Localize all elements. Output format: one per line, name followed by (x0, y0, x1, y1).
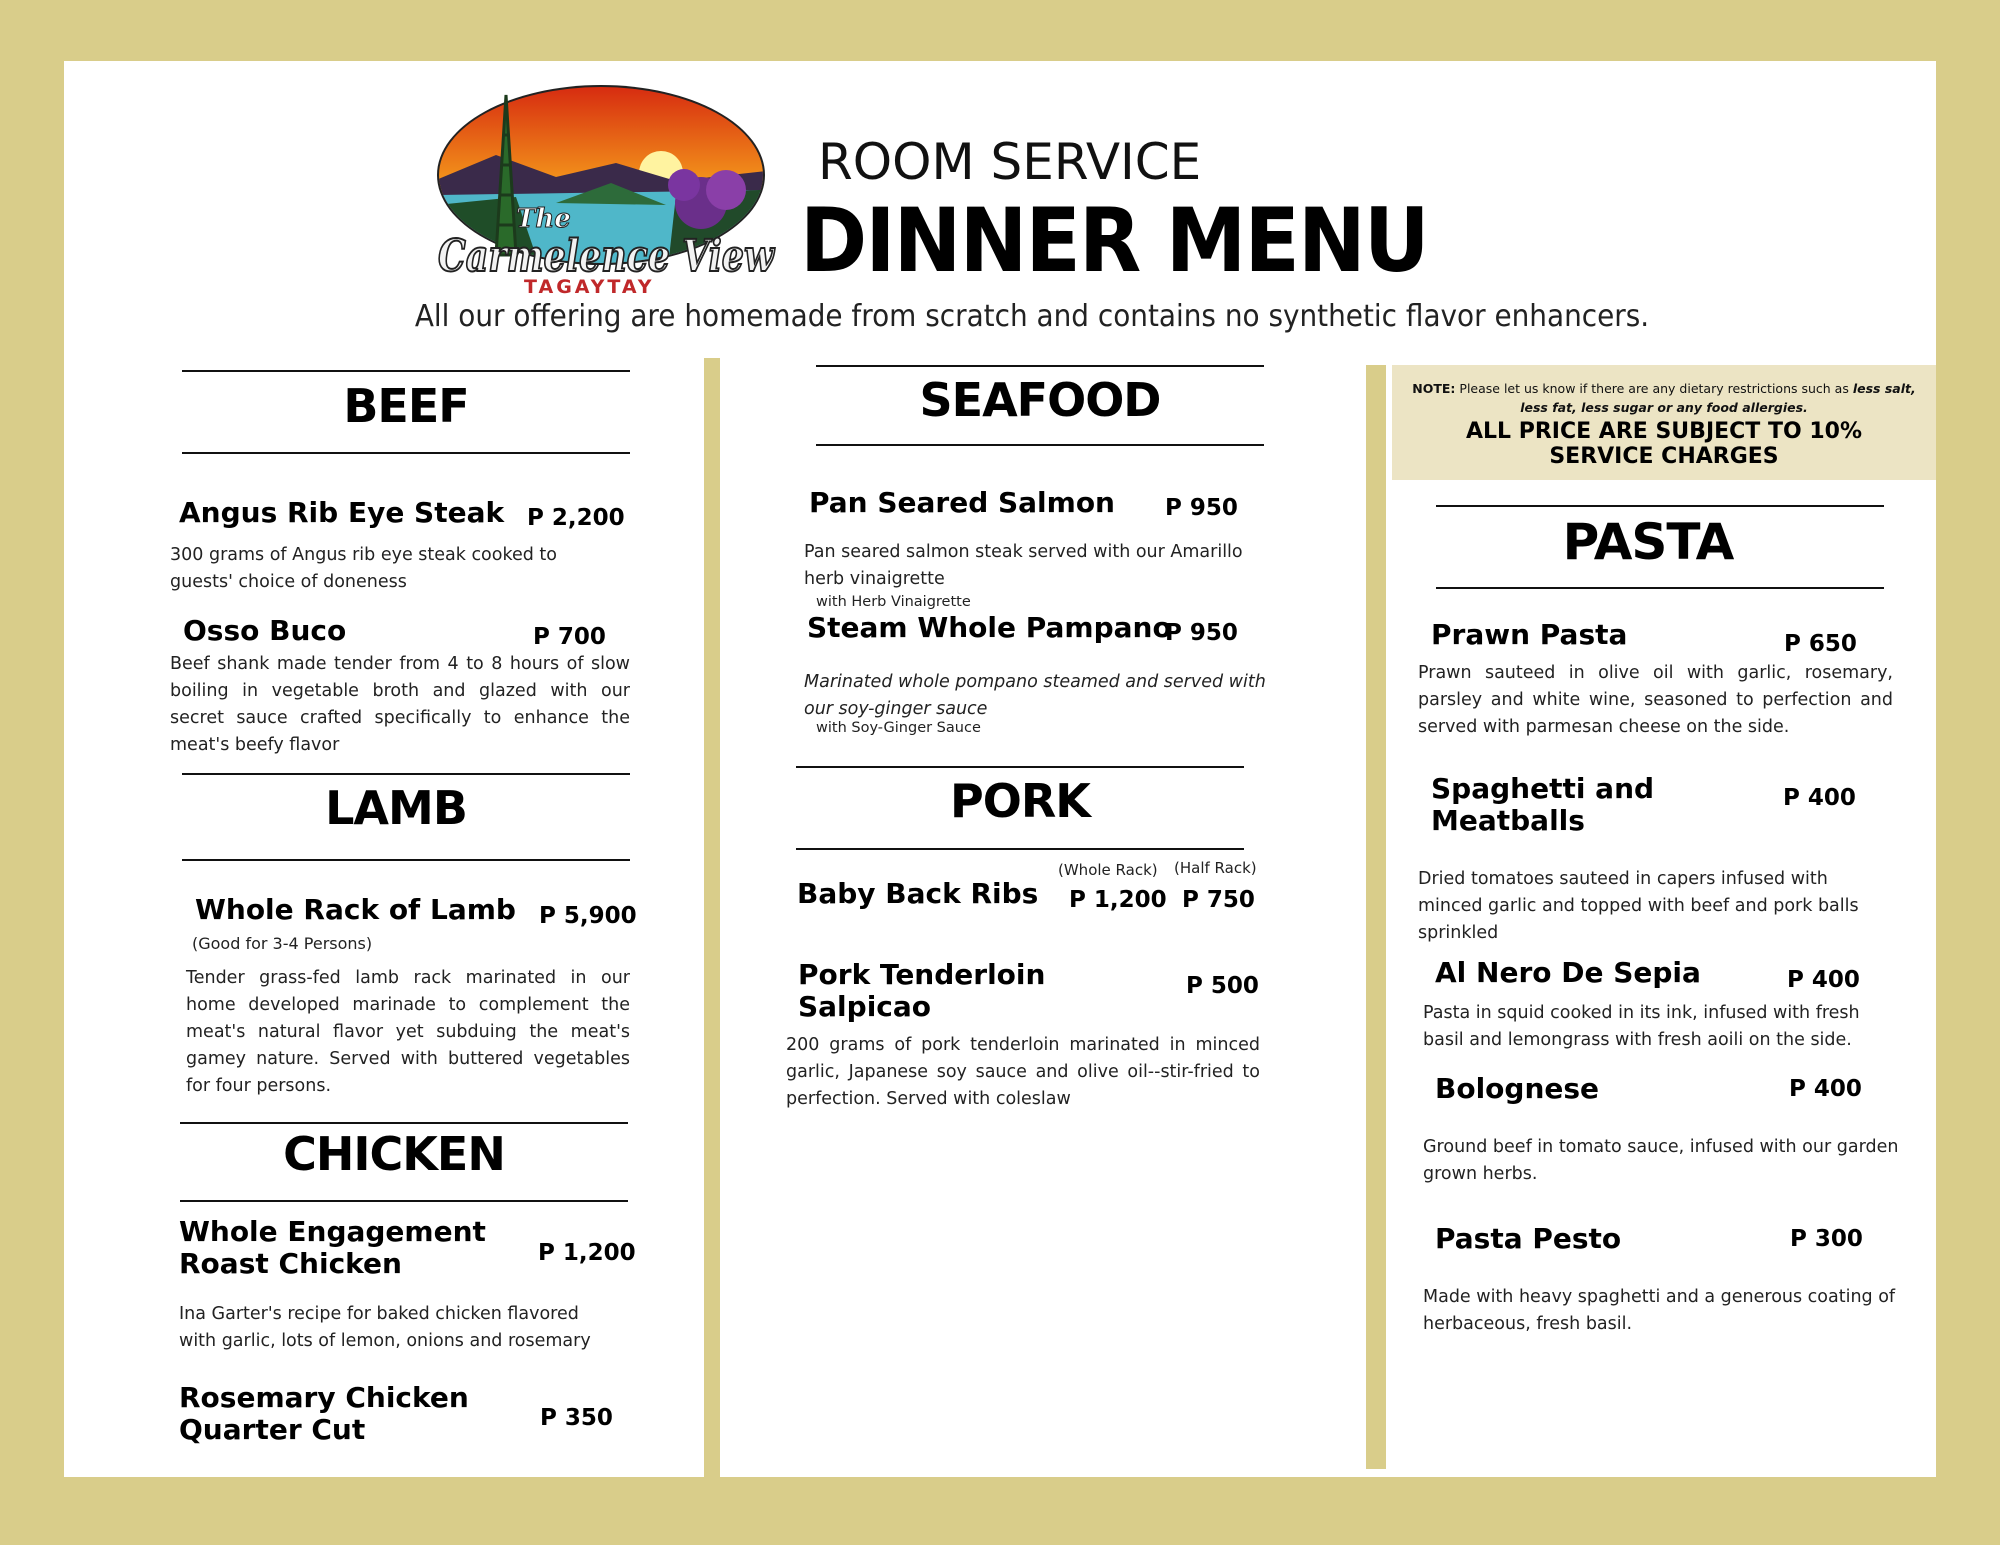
item-name: Steam Whole Pampano (807, 611, 1172, 644)
seafood-rule-bottom (816, 444, 1264, 446)
item-description: Pasta in squid cooked in its ink, infused with fresh basil and lemongrass with fresh aoili on the side. (1423, 1003, 1860, 1050)
item-description: Ground beef in tomato sauce, infused with our garden grown herbs. (1423, 1137, 1899, 1184)
chicken-rule-top (180, 1122, 628, 1124)
item-name (798, 959, 1045, 1023)
tagline: All our offering are homemade from scratch and contains no synthetic flavor enhancers. (414, 299, 1650, 334)
item-name: Baby Back Ribs (797, 877, 1039, 910)
service-charge-notice: ALL PRICE ARE SUBJECT TO 10% SERVICE CHARGES (1466, 419, 1862, 469)
item-name (179, 1382, 469, 1446)
item-description: Ina Garter's recipe for baked chicken flavored with garlic, lots of lemon, onions and rosemary (179, 1304, 591, 1351)
item-name-line: Rosemary Chicken (179, 1381, 469, 1414)
item-description: 200 grams of pork tenderloin marinated in minced garlic, Japanese soy sauce and olive oil--stir-fried to perfection. Served with coleslaw (786, 1035, 1260, 1109)
item-name: Angus Rib Eye Steak (179, 496, 505, 529)
item-price: P 300 (1790, 1226, 1863, 1252)
pasta-rule-bottom (1436, 587, 1884, 589)
price-label-whole-rack: (Whole Rack) (1058, 861, 1158, 879)
item-name-line: Spaghetti and (1431, 772, 1655, 805)
room-service-heading: ROOM SERVICE (818, 133, 1202, 191)
beef-rule-bottom (182, 452, 630, 454)
pasta-rule-top (1436, 505, 1884, 507)
item-price: P 400 (1783, 785, 1856, 811)
logo-landscape-icon (436, 85, 776, 298)
item-name: Pan Seared Salmon (809, 486, 1115, 519)
note-emphasis: less salt, (1852, 381, 1916, 396)
dinner-menu-heading: DINNER MENU (800, 189, 1428, 292)
item-description: Pan seared salmon steak served with our Amarillo herb vinaigrette (804, 542, 1243, 589)
pork-rule-bottom (796, 848, 1244, 850)
item-name: Bolognese (1435, 1072, 1600, 1105)
svg-text:TAGAYTAY: TAGAYTAY (524, 276, 655, 298)
item-description: Beef shank made tender from 4 to 8 hours of slow boiling in vegetable broth and glazed with our secret sauce crafted specifically to enhance the meat's beefy flavor (170, 654, 630, 755)
item-name-line: Pork Tenderloin (798, 958, 1046, 991)
item-name (179, 1216, 486, 1280)
section-title-pork: PORK (950, 774, 1090, 828)
price-label-half-rack: (Half Rack) (1174, 859, 1257, 877)
item-name-line: Meatballs (1431, 804, 1585, 837)
item-name: Osso Buco (183, 614, 347, 647)
item-name: Pasta Pesto (1435, 1222, 1622, 1255)
item-description: Made with heavy spaghetti and a generous coating of herbaceous, fresh basil. (1423, 1287, 1896, 1334)
column-divider-left (704, 358, 720, 1477)
item-description: Prawn sauteed in olive oil with garlic, rosemary, parsley and white wine, seasoned to perfection and served with parmesan cheese on the side. (1418, 663, 1893, 737)
section-title-chicken: CHICKEN (283, 1127, 505, 1181)
lamb-rule-bottom (182, 859, 630, 861)
svg-text:The: The (516, 204, 571, 234)
note-label: NOTE: (1412, 381, 1456, 396)
beef-rule-top (182, 370, 630, 372)
note-text: Please let us know if there are any dietary restrictions such as (1459, 381, 1853, 396)
column-divider-right (1366, 365, 1386, 1469)
item-name: Al Nero De Sepia (1435, 956, 1701, 989)
chicken-rule-bottom (180, 1200, 628, 1202)
dietary-note-text (1392, 379, 1936, 417)
menu-page (64, 61, 1936, 1477)
item-price-whole: P 1,200 (1069, 887, 1167, 913)
item-price: P 950 (1165, 620, 1238, 646)
item-description: Tender grass-fed lamb rack marinated in our home developed marinade to complement the meat's natural flavor yet subduing the meat's gamey nature. Served with buttered vegetables for four persons. (186, 968, 630, 1096)
section-title-seafood: SEAFOOD (919, 373, 1161, 427)
item-name (1431, 773, 1654, 837)
item-price-half: P 750 (1182, 887, 1255, 913)
item-description: Dried tomatoes sauteed in capers infused with minced garlic and topped with beef and pork balls sprinkled (1418, 869, 1859, 943)
item-price: P 700 (533, 624, 606, 650)
item-description: Marinated whole pompano steamed and served with our soy-ginger sauce (804, 672, 1266, 719)
item-serving-note: (Good for 3-4 Persons) (192, 934, 373, 953)
note-emphasis: less fat, less sugar or any food allergies. (1520, 400, 1808, 415)
svg-text:Carmelence View: Carmelence View (438, 231, 776, 282)
section-title-beef: BEEF (343, 379, 469, 433)
item-price: P 5,900 (539, 903, 637, 929)
item-name: Prawn Pasta (1431, 618, 1628, 651)
hotel-logo (436, 85, 776, 298)
item-price: P 1,200 (538, 1240, 636, 1266)
item-price: P 350 (540, 1405, 613, 1431)
item-subtitle: with Herb Vinaigrette (816, 594, 971, 610)
item-subtitle: with Soy-Ginger Sauce (816, 720, 981, 736)
item-price: P 500 (1186, 973, 1259, 999)
item-price: P 400 (1787, 967, 1860, 993)
item-name-line: Roast Chicken (179, 1247, 402, 1280)
item-price: P 650 (1784, 631, 1857, 657)
item-name-line: Salpicao (798, 990, 932, 1023)
section-title-pasta: PASTA (1562, 513, 1734, 571)
dietary-note-box (1392, 365, 1936, 480)
lamb-rule-top (182, 773, 630, 775)
seafood-rule-top (816, 365, 1264, 367)
item-description: 300 grams of Angus rib eye steak cooked to guests' choice of doneness (170, 545, 557, 592)
item-name: Whole Rack of Lamb (195, 893, 516, 926)
pork-rule-top (796, 766, 1244, 768)
item-name-line: Quarter Cut (179, 1413, 366, 1446)
item-name-line: Whole Engagement (179, 1215, 486, 1248)
item-price: P 2,200 (527, 505, 625, 531)
item-price: P 400 (1789, 1076, 1862, 1102)
section-title-lamb: LAMB (325, 781, 467, 835)
item-price: P 950 (1165, 495, 1238, 521)
